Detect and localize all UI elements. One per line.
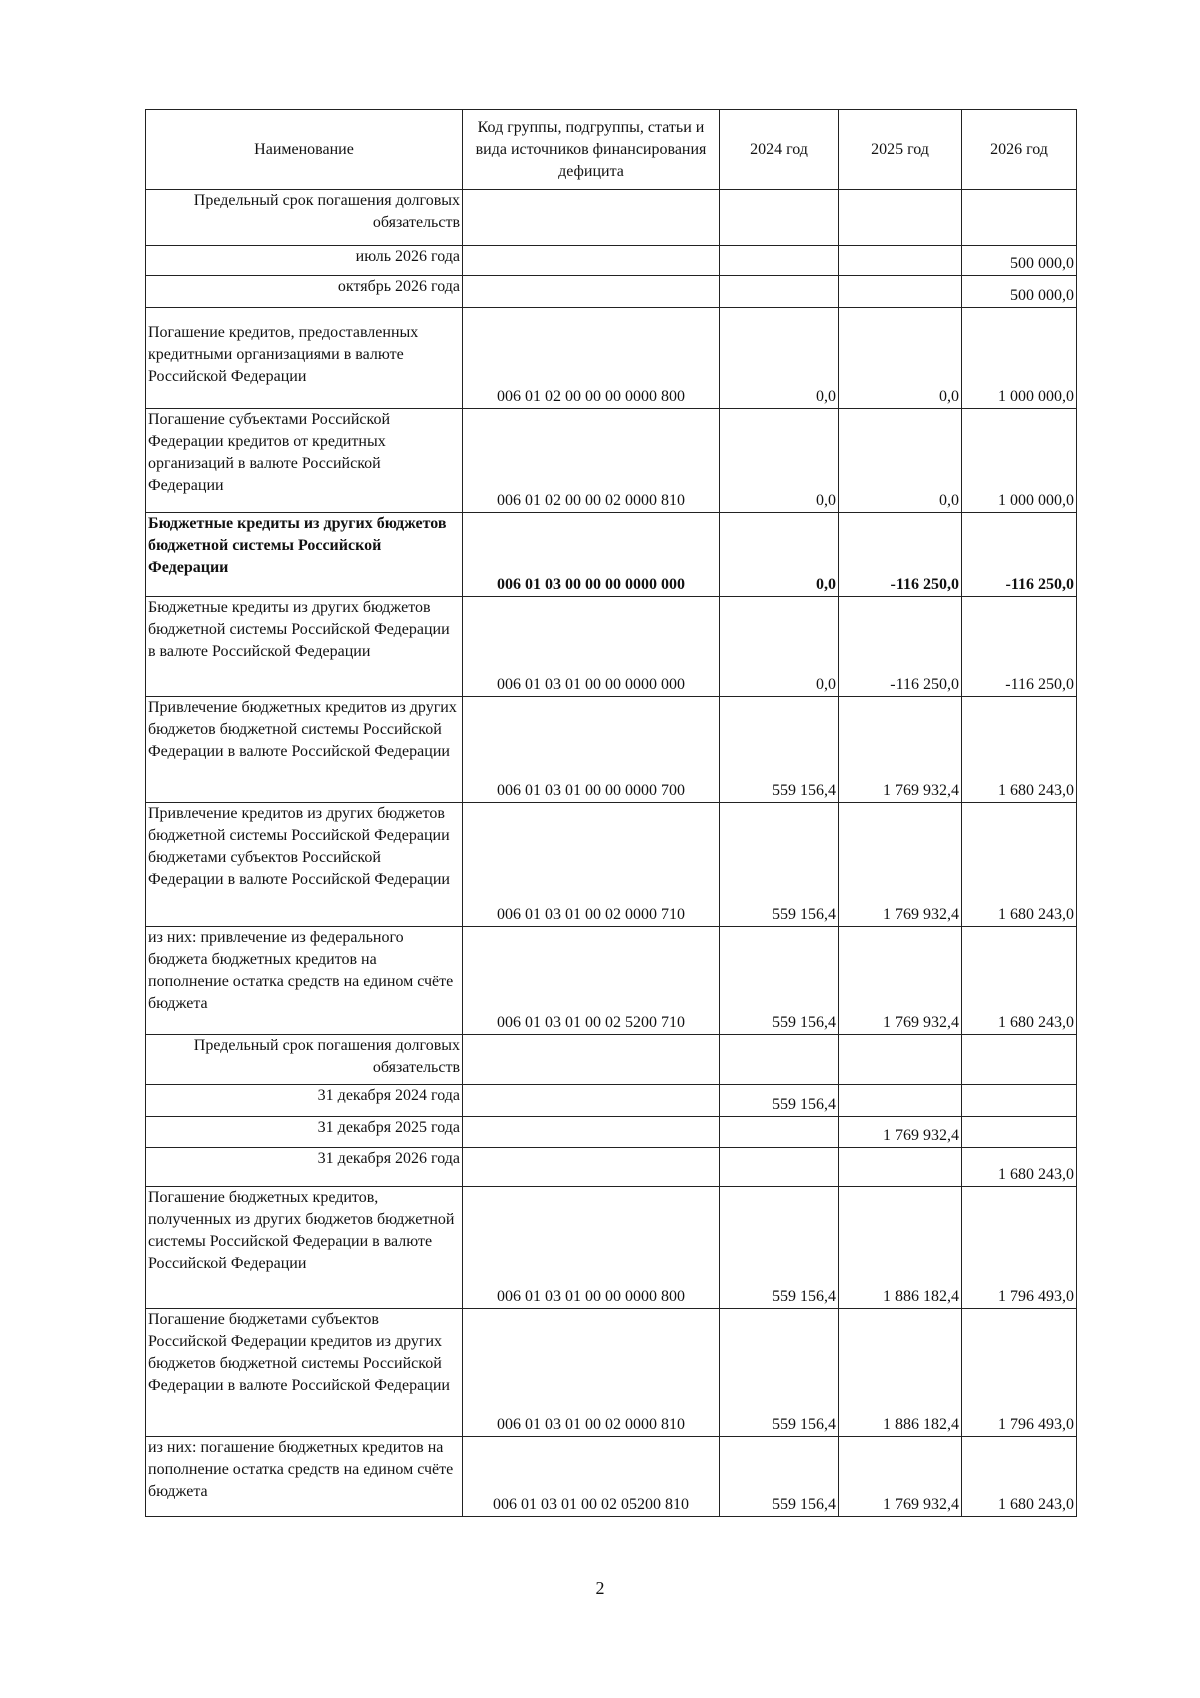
header-year-2026: 2026 год: [962, 110, 1077, 190]
row-code: [463, 246, 720, 276]
row-name: октябрь 2026 года: [146, 276, 463, 308]
row-value-2026: 1 680 243,0: [962, 1148, 1077, 1187]
row-value-2026: -116 250,0: [962, 513, 1077, 597]
row-value-2026: 1 680 243,0: [962, 803, 1077, 927]
row-name: 31 декабря 2026 года: [146, 1148, 463, 1187]
row-name: из них: погашение бюджетных кредитов на пополнение остатка средств на едином счёте бюджета: [146, 1437, 463, 1517]
row-name: Погашение бюджетных кредитов, полученных из других бюджетов бюджетной системы Российской Федерации в валюте Российской Федерации: [146, 1187, 463, 1309]
row-value-2025: 1 769 932,4: [839, 1437, 962, 1517]
row-value-2026: [962, 1117, 1077, 1148]
header-year-2025: 2025 год: [839, 110, 962, 190]
row-code: 006 01 03 01 00 00 0000 700: [463, 697, 720, 803]
row-value-2024: 559 156,4: [720, 1085, 839, 1117]
row-name: Привлечение кредитов из других бюджетов бюджетной системы Российской Федерации бюджетами субъектов Российской Федерации в валюте Российской Федерации: [146, 803, 463, 927]
table-row: [146, 697, 1077, 803]
table-row: [146, 409, 1077, 513]
row-code: 006 01 03 01 00 02 05200 810: [463, 1437, 720, 1517]
table-row: [146, 276, 1077, 308]
row-code: [463, 1117, 720, 1148]
row-code: [463, 1085, 720, 1117]
row-value-2025: 1 769 932,4: [839, 1117, 962, 1148]
table-row: [146, 308, 1077, 409]
row-value-2026: 1 000 000,0: [962, 409, 1077, 513]
table-row: [146, 1148, 1077, 1187]
row-name: Погашение бюджетами субъектов Российской Федерации кредитов из других бюджетов бюджетной системы Российской Федерации в валюте Российской Федерации: [146, 1309, 463, 1437]
table-row: [146, 1437, 1077, 1517]
row-value-2025: 1 886 182,4: [839, 1309, 962, 1437]
row-code: 006 01 02 00 00 00 0000 800: [463, 308, 720, 409]
row-value-2026: 1 000 000,0: [962, 308, 1077, 409]
row-value-2025: [839, 1085, 962, 1117]
row-value-2025: 1 769 932,4: [839, 697, 962, 803]
row-value-2024: 559 156,4: [720, 803, 839, 927]
table-row: [146, 803, 1077, 927]
row-code: 006 01 03 01 00 02 5200 710: [463, 927, 720, 1035]
table-row: [146, 513, 1077, 597]
row-value-2025: 1 769 932,4: [839, 927, 962, 1035]
row-value-2025: [839, 190, 962, 246]
row-code: 006 01 03 01 00 00 0000 000: [463, 597, 720, 697]
row-value-2026: -116 250,0: [962, 597, 1077, 697]
row-name: Предельный срок погашения долговых обязательств: [146, 1035, 463, 1085]
table-row: [146, 597, 1077, 697]
row-value-2026: [962, 190, 1077, 246]
row-code: 006 01 03 01 00 00 0000 800: [463, 1187, 720, 1309]
row-code: 006 01 03 01 00 02 0000 710: [463, 803, 720, 927]
row-value-2024: 0,0: [720, 597, 839, 697]
row-code: 006 01 03 01 00 02 0000 810: [463, 1309, 720, 1437]
row-name: Погашение субъектами Российской Федерации кредитов от кредитных организаций в валюте Российской Федерации: [146, 409, 463, 513]
row-value-2026: 1 680 243,0: [962, 697, 1077, 803]
row-value-2024: [720, 246, 839, 276]
row-value-2024: 559 156,4: [720, 927, 839, 1035]
row-value-2024: 559 156,4: [720, 1187, 839, 1309]
row-value-2024: 0,0: [720, 513, 839, 597]
row-value-2026: 500 000,0: [962, 276, 1077, 308]
table-row: [146, 1085, 1077, 1117]
row-name: Предельный срок погашения долговых обязательств: [146, 190, 463, 246]
row-value-2026: 1 680 243,0: [962, 1437, 1077, 1517]
row-code: [463, 1035, 720, 1085]
row-value-2025: -116 250,0: [839, 597, 962, 697]
row-value-2024: 0,0: [720, 409, 839, 513]
row-value-2024: 559 156,4: [720, 1437, 839, 1517]
financing-sources-table: [145, 109, 1077, 1517]
row-name: Погашение кредитов, предоставленных кредитными организациями в валюте Российской Федерации: [146, 308, 463, 409]
row-name: Привлечение бюджетных кредитов из других бюджетов бюджетной системы Российской Федерации в валюте Российской Федерации: [146, 697, 463, 803]
table-row: [146, 190, 1077, 246]
row-value-2026: 1 796 493,0: [962, 1187, 1077, 1309]
row-value-2024: [720, 276, 839, 308]
row-name: Бюджетные кредиты из других бюджетов бюджетной системы Российской Федерации: [146, 513, 463, 597]
header-code: Код группы, подгруппы, статьи и вида источников финансирования дефицита: [463, 110, 720, 190]
row-value-2026: [962, 1085, 1077, 1117]
row-value-2024: 559 156,4: [720, 697, 839, 803]
row-value-2025: [839, 1148, 962, 1187]
row-name: 31 декабря 2025 года: [146, 1117, 463, 1148]
row-value-2025: 0,0: [839, 308, 962, 409]
row-value-2024: [720, 1035, 839, 1085]
header-name: Наименование: [146, 110, 463, 190]
table-row: [146, 1309, 1077, 1437]
row-value-2026: 500 000,0: [962, 246, 1077, 276]
row-code: [463, 276, 720, 308]
row-value-2026: 1 680 243,0: [962, 927, 1077, 1035]
table-row: [146, 927, 1077, 1035]
table-row: [146, 1187, 1077, 1309]
header-year-2024: 2024 год: [720, 110, 839, 190]
row-code: [463, 190, 720, 246]
row-name: 31 декабря 2024 года: [146, 1085, 463, 1117]
row-code: 006 01 02 00 00 02 0000 810: [463, 409, 720, 513]
row-value-2026: [962, 1035, 1077, 1085]
row-value-2024: 559 156,4: [720, 1309, 839, 1437]
row-name: из них: привлечение из федерального бюджета бюджетных кредитов на пополнение остатка средств на едином счёте бюджета: [146, 927, 463, 1035]
page-number: 2: [595, 1578, 605, 1598]
row-value-2025: [839, 1035, 962, 1085]
row-value-2025: [839, 276, 962, 308]
table-header-row: [146, 110, 1077, 190]
row-value-2025: [839, 246, 962, 276]
table-row: [146, 1035, 1077, 1085]
row-value-2024: [720, 1117, 839, 1148]
row-value-2024: 0,0: [720, 308, 839, 409]
row-value-2026: 1 796 493,0: [962, 1309, 1077, 1437]
row-value-2025: -116 250,0: [839, 513, 962, 597]
row-value-2024: [720, 190, 839, 246]
row-name: июль 2026 года: [146, 246, 463, 276]
row-value-2025: 0,0: [839, 409, 962, 513]
row-value-2025: 1 769 932,4: [839, 803, 962, 927]
row-code: [463, 1148, 720, 1187]
row-value-2025: 1 886 182,4: [839, 1187, 962, 1309]
table-row: [146, 1117, 1077, 1148]
row-name: Бюджетные кредиты из других бюджетов бюджетной системы Российской Федерации в валюте Российской Федерации: [146, 597, 463, 697]
row-value-2024: [720, 1148, 839, 1187]
table-row: [146, 246, 1077, 276]
row-code: 006 01 03 00 00 00 0000 000: [463, 513, 720, 597]
